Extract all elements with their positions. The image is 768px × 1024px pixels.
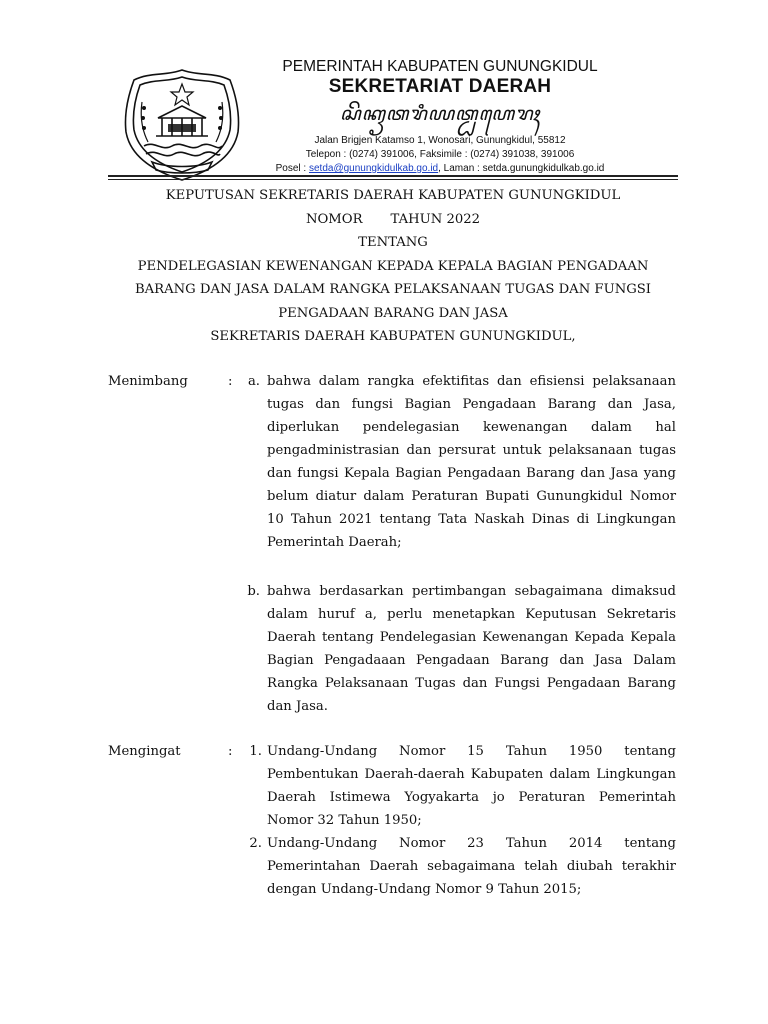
- mengingat-colon: :: [228, 744, 233, 759]
- decree-title: [108, 184, 678, 349]
- mengingat-label: Mengingat: [108, 744, 181, 759]
- menimbang-label: Menimbang: [108, 374, 188, 389]
- mengingat-item-2-text: Undang-Undang Nomor 23 Tahun 2014 tentang Pemerintahan Daerah sebagaimana telah diubah terakhir dengan Undang-Undang Nomor 9 Tahun 2015;: [267, 836, 676, 897]
- javanese-script-office-name: ꦱꦼꦏꦽꦠꦫꦶꦪꦠ꧀ꦝꦲꦺꦫꦃ: [339, 103, 541, 125]
- email-label: Posel :: [275, 163, 309, 174]
- menimbang-item-a-mark: a.: [247, 374, 260, 389]
- phone-fax: Telepon : (0274) 391006, Faksimile : (0274) 391038, 391006: [305, 149, 575, 160]
- menimbang-item-b-text: bahwa berdasarkan pertimbangan sebagaimana dimaksud dalam huruf a, perlu menetapkan Keputusan Sekretaris Daerah tentang Pendelegasian Kewenangan Kepada Kepala Bagian Pengadaaan Pengadaan Barang dan Jasa Dalam Rangka Pelaksanaan Tugas dan Fungsi Pengadaan Barang dan Jasa.: [267, 584, 676, 714]
- letterhead: [240, 58, 640, 176]
- government-name: PEMERINTAH KABUPATEN GUNUNGKIDUL: [282, 58, 598, 75]
- mengingat-item-1-text: Undang-Undang Nomor 15 Tahun 1950 tentang Pembentukan Daerah-daerah Kabupaten dalam Lingkungan Daerah Istimewa Yogyakarta jo Peraturan Pemerintah Nomor 32 Tahun 1950;: [267, 744, 676, 828]
- office-name: SEKRETARIAT DAERAH: [328, 76, 552, 97]
- decree-heading: KEPUTUSAN SEKRETARIS DAERAH KABUPATEN GUNUNGKIDUL: [165, 188, 621, 203]
- menimbang-colon: :: [228, 374, 233, 389]
- mengingat-item-1-mark: 1.: [249, 744, 262, 759]
- gunungkidul-coat-of-arms-logo: [118, 66, 246, 184]
- letterhead-rule-thick: [108, 175, 678, 177]
- tentang-label: TENTANG: [358, 235, 428, 250]
- street-address: Jalan Brigjen Katamso 1, Wonosari, Gunungkidul, 55812: [314, 135, 566, 146]
- email-web-line: [240, 162, 640, 176]
- tahun-label: TAHUN 2022: [390, 211, 481, 227]
- email-link[interactable]: setda@gunungkidulkab.go.id: [308, 163, 439, 174]
- subject-line-1: PENDELEGASIAN KEWENANGAN KEPADA KEPALA BAGIAN PENGADAAN: [137, 258, 649, 274]
- nomor-label: NOMOR: [305, 211, 363, 227]
- menimbang-item-a-text: bahwa dalam rangka efektifitas dan efisiensi pelaksanaan tugas dan fungsi Bagian Pengadaan Barang dan Jasa, diperlukan pendelegasian kewenangan dalam hal pengadministrasian dan persurat untuk pelaksanaan tugas dan fungsi Kepala Bagian Pengadaan Barang dan Jasa yang belum diatur dalam Peraturan Bupati Gunungkidul Nomor 10 Tahun 2021 tentang Tata Naskah Dinas di Lingkungan Pemerintah Daerah;: [267, 374, 676, 550]
- mengingat-item-2-mark: 2.: [249, 836, 262, 851]
- website-text: , Laman : setda.gunungkidulkab.go.id: [438, 163, 605, 174]
- office-address: [240, 134, 640, 176]
- decree-number-line: [108, 208, 678, 232]
- subject-line-2: BARANG DAN JASA DALAM RANGKA PELAKSANAAN TUGAS DAN FUNGSI: [134, 282, 652, 297]
- subject-line-3: PENGADAAN BARANG DAN JASA: [278, 305, 508, 321]
- letterhead-rule-thin: [108, 179, 678, 180]
- signer-title: SEKRETARIS DAERAH KABUPATEN GUNUNGKIDUL,: [210, 329, 576, 344]
- menimbang-item-b-mark: b.: [247, 584, 260, 599]
